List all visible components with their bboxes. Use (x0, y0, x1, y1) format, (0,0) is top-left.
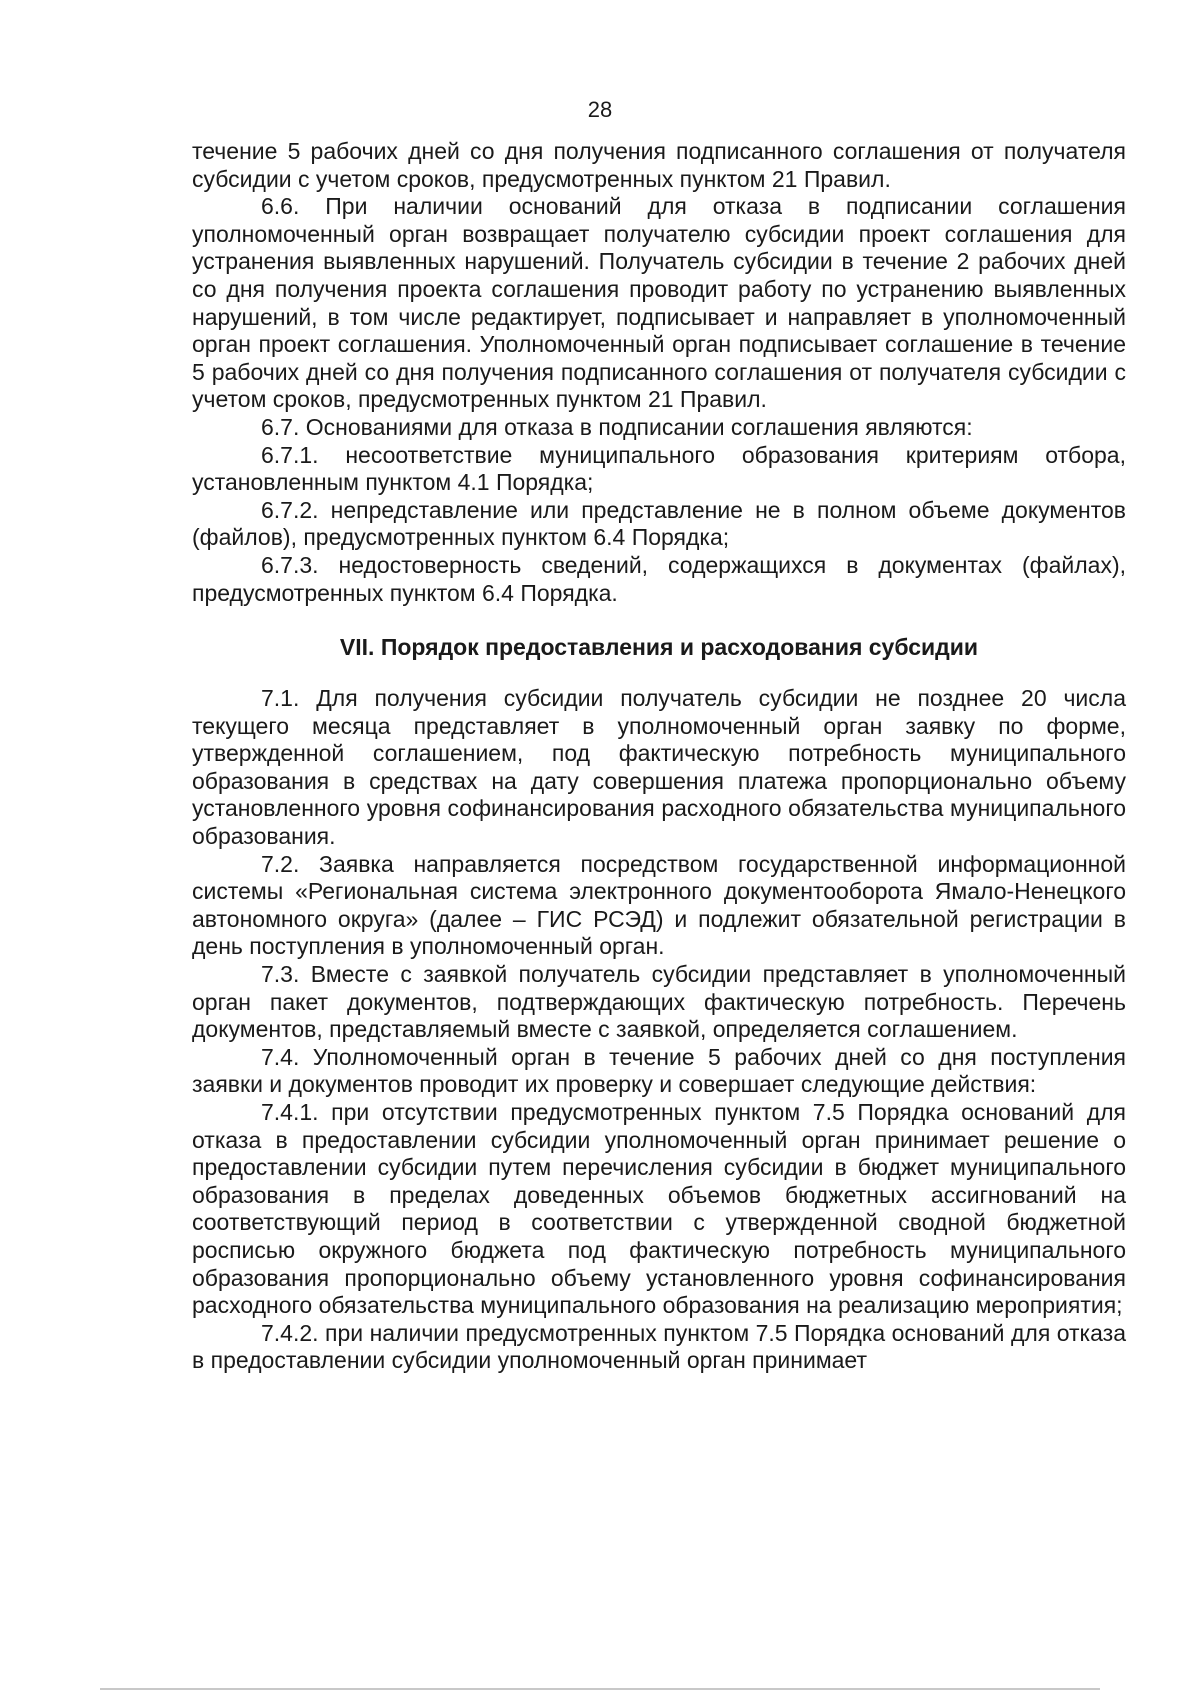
paragraph: 6.7.3. недостоверность сведений, содержащихся в документах (файлах), предусмотренных пунктом 6.4 Порядка. (192, 551, 1126, 606)
paragraph: 7.1. Для получения субсидии получатель субсидии не позднее 20 числа текущего месяца представляет в уполномоченный орган заявку по форме, утвержденной соглашением, под фактическую потребность муниципального образования в средствах на дату совершения платежа пропорционально объему установленного уровня софинансирования расходного обязательства муниципального образования. (192, 685, 1126, 850)
paragraph: 7.4.1. при отсутствии предусмотренных пунктом 7.5 Порядка оснований для отказа в предоставлении субсидии уполномоченный орган принимает решение о предоставлении субсидии путем перечисления субсидии в бюджет муниципального образования в пределах доведенных объемов бюджетных ассигнований на соответствующий период в соответствии с утвержденной сводной бюджетной росписью окружного бюджета под фактическую потребность муниципального образования пропорционально объему установленного уровня софинансирования расходного обязательства муниципального образования на реализацию мероприятия; (192, 1099, 1126, 1319)
paragraph: течение 5 рабочих дней со дня получения подписанного соглашения от получателя субсидии с учетом сроков, предусмотренных пунктом 21 Правил. (192, 138, 1126, 192)
paragraph: 7.4.2. при наличии предусмотренных пунктом 7.5 Порядка оснований для отказа в предоставлении субсидии уполномоченный орган принимает (192, 1319, 1126, 1374)
paragraphs-section-6 (192, 138, 1126, 607)
paragraphs-section-7 (192, 685, 1126, 1375)
paragraph: 6.7. Основаниями для отказа в подписании соглашения являются: (261, 413, 973, 440)
page-number: 28 (587, 97, 613, 122)
paragraph: 7.2. Заявка направляется посредством государственной информационной системы «Региональная система электронного документооборота Ямало-Ненецкого автономного округа» (далее – ГИС РСЭД) и подлежит обязательной регистрации в день поступления в уполномоченный орган. (192, 850, 1126, 960)
document-body (192, 138, 1126, 1375)
section-heading: VII. Порядок предоставления и расходования субсидии (339, 634, 979, 661)
paragraph: 6.7.1. несоответствие муниципального образования критериям отбора, установленным пунктом 4.1 Порядка; (192, 441, 1126, 496)
scan-bottom-edge (100, 1688, 1100, 1690)
paragraph: 6.6. При наличии оснований для отказа в подписании соглашения уполномоченный орган возвращает получателю субсидии проект соглашения для устранения выявленных нарушений. Получатель субсидии в течение 2 рабочих дней со дня получения проекта соглашения проводит работу по устранению выявленных нарушений, в том числе редактирует, подписывает и направляет в уполномоченный орган проект соглашения. Уполномоченный орган подписывает соглашение в течение 5 рабочих дней со дня получения подписанного соглашения от получателя субсидии с учетом сроков, предусмотренных пунктом 21 Правил. (192, 193, 1126, 413)
paragraph: 7.4. Уполномоченный орган в течение 5 рабочих дней со дня поступления заявки и документов проводит их проверку и совершает следующие действия: (192, 1043, 1126, 1098)
paragraph: 6.7.2. непредставление или представление не в полном объеме документов (файлов), предусмотренных пунктом 6.4 Порядка; (192, 496, 1126, 551)
paragraph: 7.3. Вместе с заявкой получатель субсидии представляет в уполномоченный орган пакет документов, подтверждающих фактическую потребность. Перечень документов, представляемый вместе с заявкой, определяется соглашением. (192, 961, 1126, 1043)
